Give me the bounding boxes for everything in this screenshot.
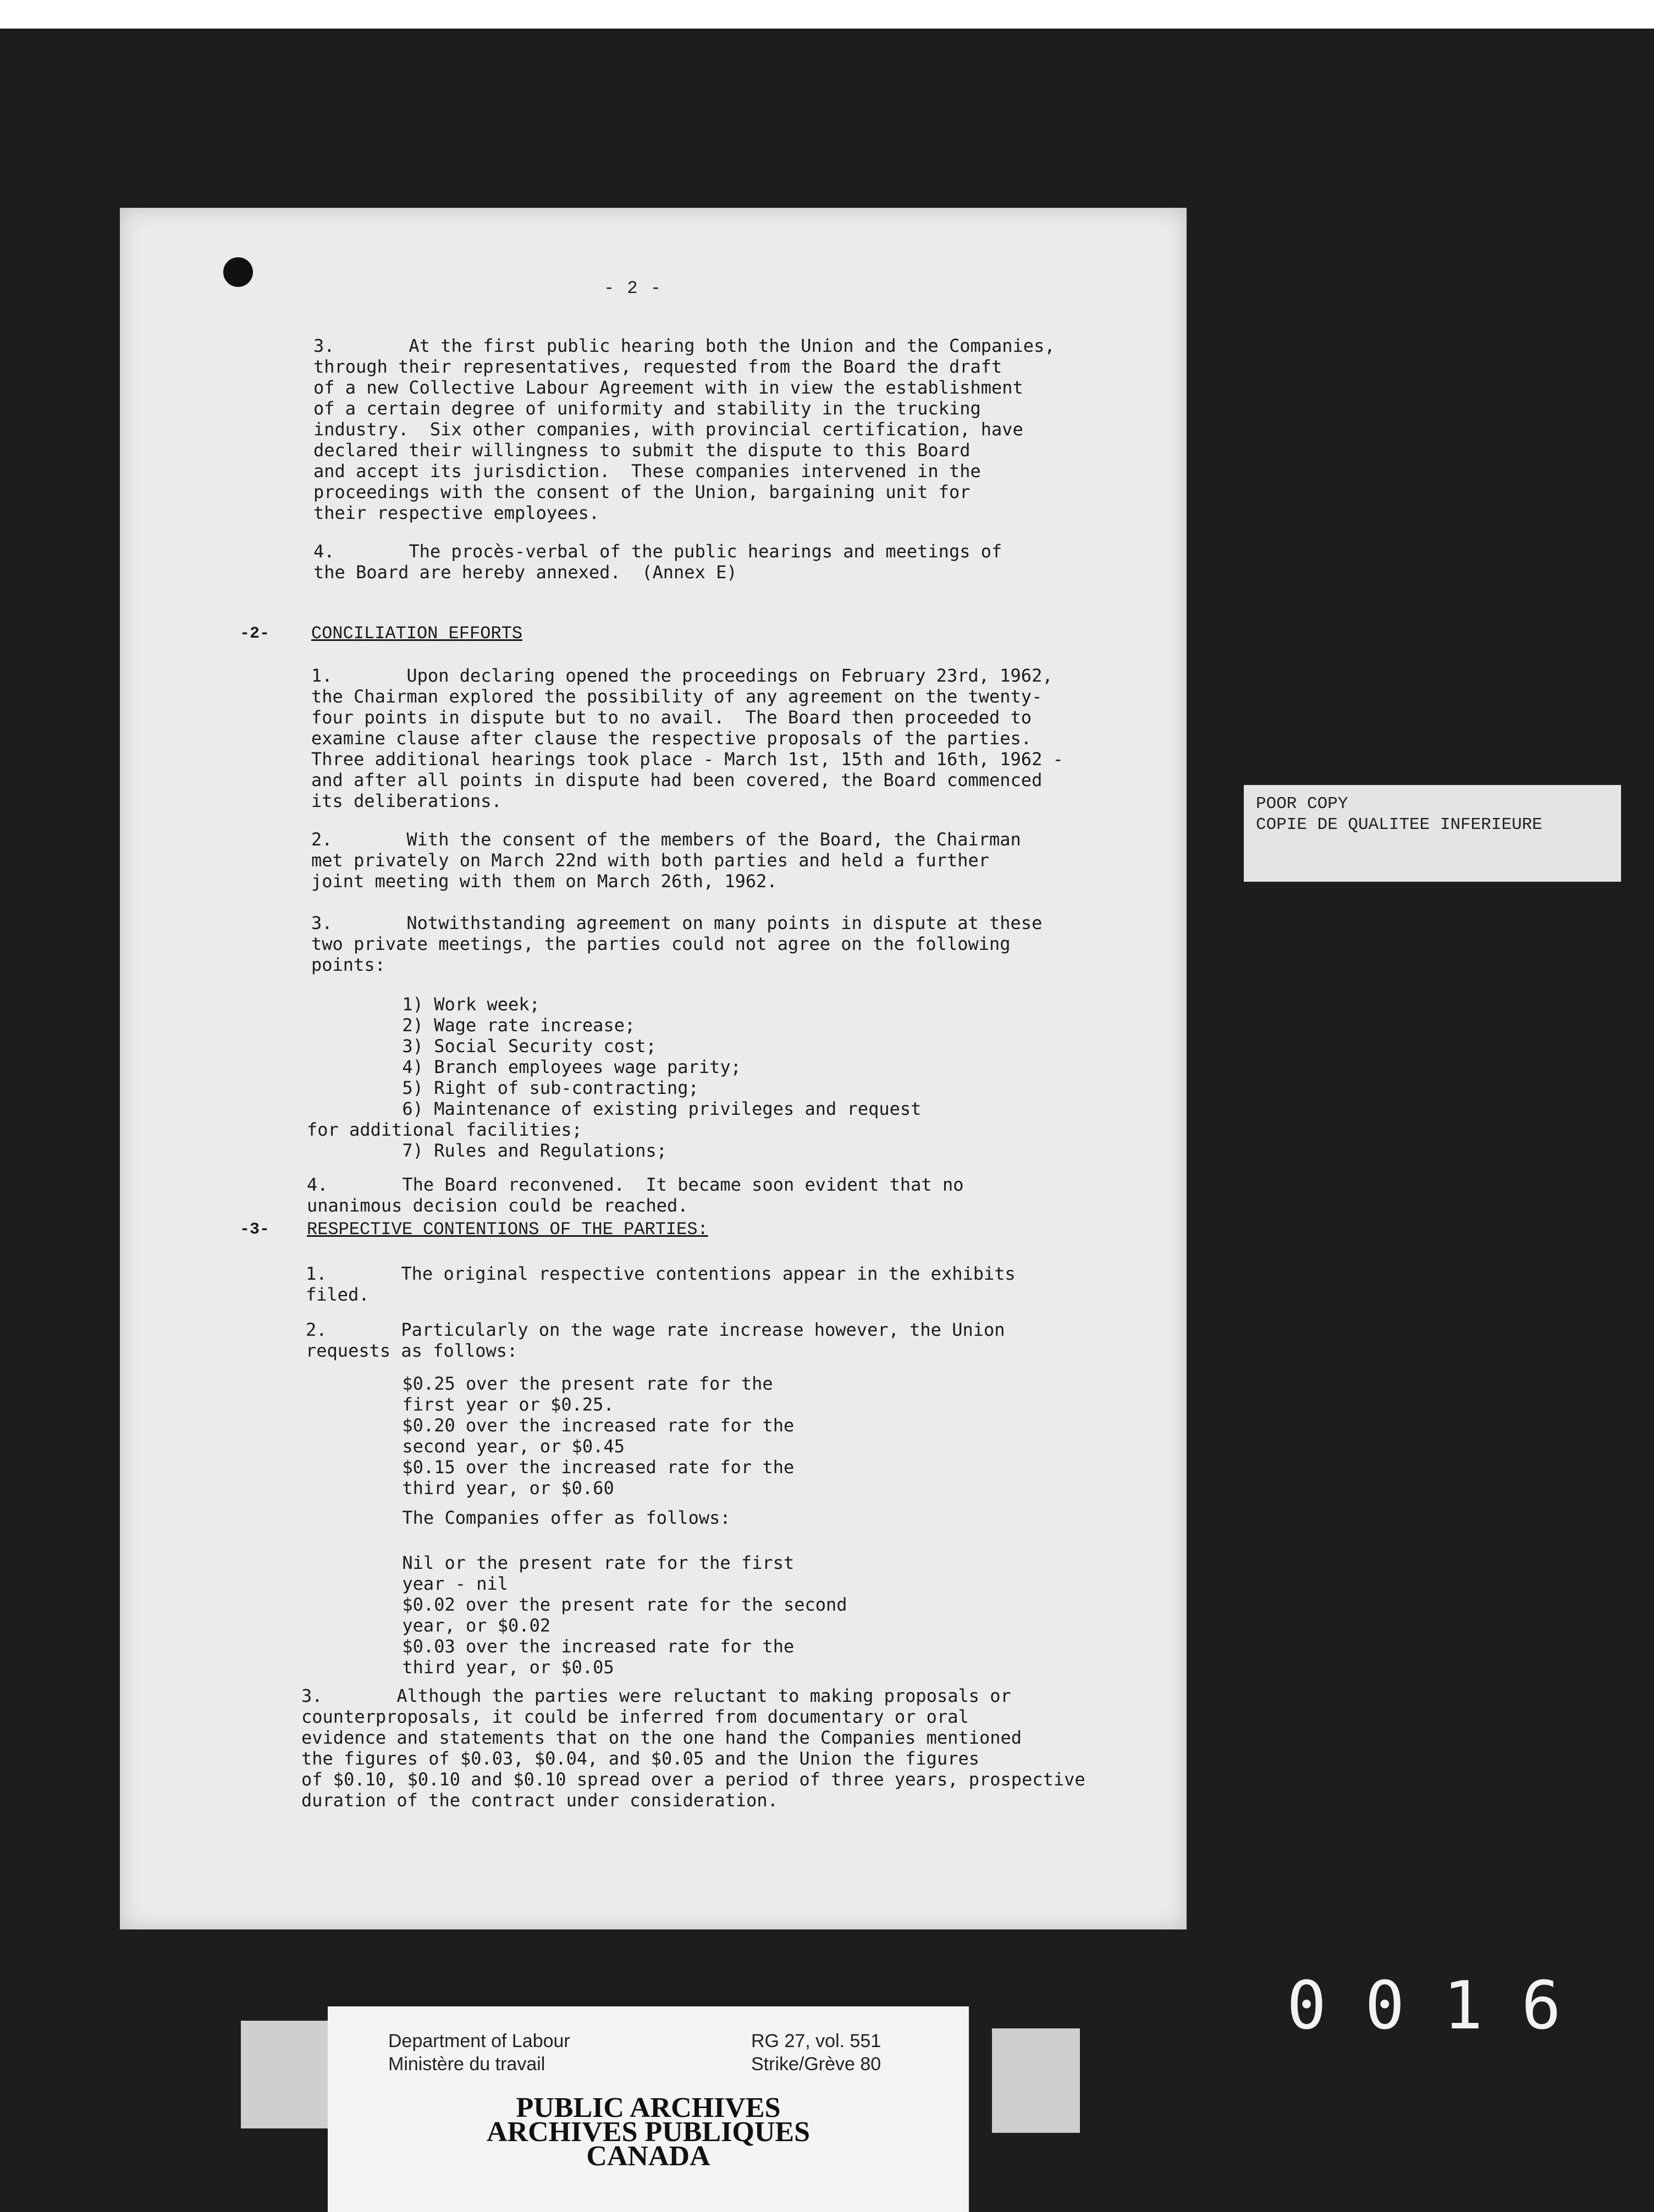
- archives-line-2: ARCHIVES PUBLIQUES: [486, 2116, 811, 2148]
- union-requests: $0.25 over the present rate for the first year or $0.25. $0.20 over the increased rate for the second year, or $0.45 $0.15 over the increased rate for the third year, or $0.60: [402, 1373, 795, 1498]
- conciliation-para-4: 4. The Board reconvened. It became soon evident that no unanimous decision could be reached.: [307, 1174, 964, 1216]
- intro-para-3: 3. At the first public hearing both the Union and the Companies, through their representatives, requested from the Board the draft of a new Collective Labour Agreement with in view the establishment of a certain degree of uniformity and stability in the trucking industry. Six other companies, with provincial certification, have declared their willingness to submit the dispute to this Board and accept its jurisdiction. These companies intervened in the proceedings with the consent of the Union, bargaining unit for their respective employees.: [313, 335, 1055, 523]
- dept-english: Department of Labour: [388, 2031, 570, 2051]
- archive-reference: RG 27, vol. 551: [751, 2031, 881, 2051]
- contentions-para-3: 3. Although the parties were reluctant to making proposals or counterproposals, it could be inferred from documentary or oral evidence and statements that on the one hand the Companies mentioned the figures of $0.03, $0.04, and $0.05 and the Union the figures of $0.10, $0.10 and $0.10 spread over a period of three years, prospective duration of the contract under consideration.: [301, 1685, 1085, 1811]
- page-number: - 2 -: [604, 278, 663, 298]
- film-strip-right: [992, 2028, 1080, 2133]
- section-number-3: -3-: [240, 1220, 270, 1239]
- section-heading-contentions: RESPECTIVE CONTENTIONS OF THE PARTIES:: [307, 1219, 708, 1240]
- poor-copy-stamp: [1244, 785, 1621, 882]
- companies-offer: Nil or the present rate for the first year - nil $0.02 over the present rate for the second year, or $0.02 $0.03 over the increased rate for the third year, or $0.05: [402, 1552, 847, 1678]
- companies-offer-intro: The Companies offer as follows:: [307, 1507, 731, 1528]
- dept-french: Ministère du travail: [388, 2054, 545, 2075]
- document-page: [120, 208, 1187, 1929]
- strike-number: Strike/Grève 80: [751, 2054, 881, 2075]
- document-body: [120, 208, 1187, 1929]
- section-number-2: -2-: [240, 624, 270, 643]
- frame-number: 0016: [1287, 1968, 1600, 2044]
- archives-line-1: PUBLIC ARCHIVES: [516, 2092, 781, 2123]
- conciliation-para-1: 1. Upon declaring opened the proceedings on February 23rd, 1962, the Chairman explored the possibility of any agreement on the twenty- four points in dispute but to no avail. The Board then proceeded to examine clause after clause the respective proposals of the parties. Three additional hearings took place - March 1st, 15th and 16th, 1962 - and after all points in dispute had been covered, the Board commenced its deliberations.: [311, 665, 1063, 811]
- archives-line-3: CANADA: [586, 2141, 710, 2172]
- conciliation-para-2: 2. With the consent of the members of the Board, the Chairman met privately on March 22nd with both parties and held a further joint meeting with them on March 26th, 1962.: [311, 829, 1021, 892]
- conciliation-para-3: 3. Notwithstanding agreement on many points in dispute at these two private meetings, the parties could not agree on the following points:: [311, 913, 1043, 975]
- film-strip-left: [241, 2021, 329, 2128]
- intro-para-4: 4. The procès-verbal of the public hearings and meetings of the Board are hereby annexed. (Annex E): [313, 541, 1002, 583]
- poor-copy-line-1: POOR COPY: [1256, 794, 1348, 814]
- contentions-para-2: 2. Particularly on the wage rate increase however, the Union requests as follows:: [306, 1319, 1005, 1361]
- contentions-para-1: 1. The original respective contentions appear in the exhibits filed.: [306, 1263, 1016, 1305]
- section-heading-conciliation: CONCILIATION EFFORTS: [311, 623, 523, 644]
- disputed-points-list: 1) Work week; 2) Wage rate increase; 3) Social Security cost; 4) Branch employees wage parity; 5) Right of sub-contracting; 6) Maintenance of existing privileges and request for additional facilities; 7) Rules and Regulations;: [307, 994, 922, 1161]
- poor-copy-line-2: COPIE DE QUALITEE INFERIEURE: [1256, 815, 1542, 834]
- archive-label: [328, 2006, 969, 2212]
